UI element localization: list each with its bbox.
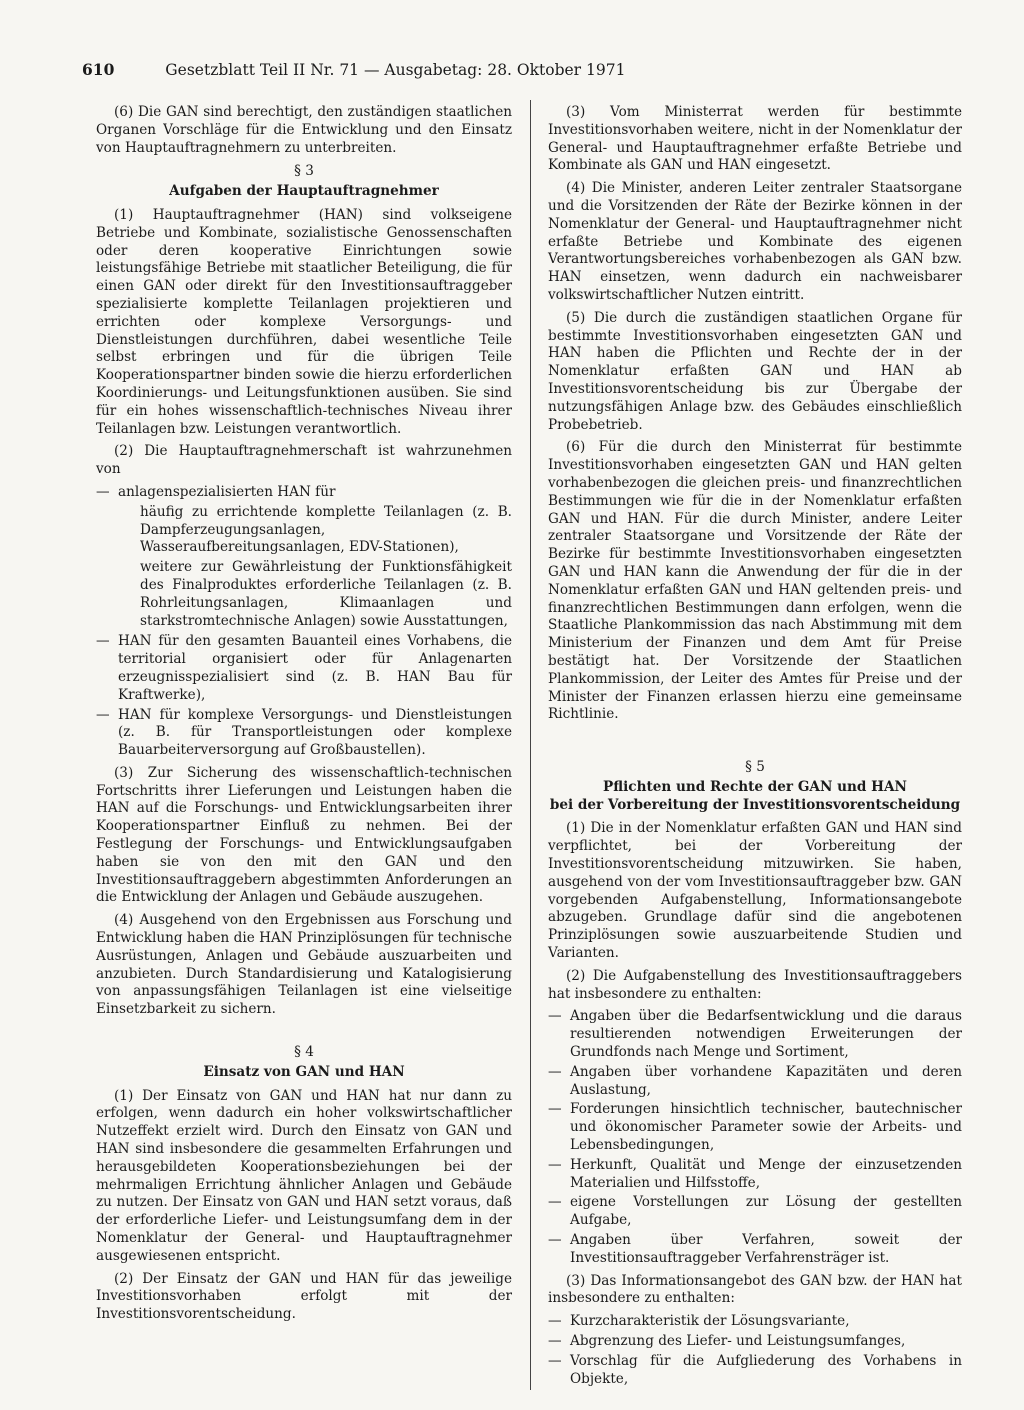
list-item-text: Abgrenzung des Liefer- und Leistungsumfanges, — [570, 1333, 906, 1349]
section-number: § 5 — [745, 759, 765, 776]
list-item — [548, 1313, 962, 1331]
paragraph: (4) Ausgehend von den Ergebnissen aus Forschung und Entwicklung haben die HAN Prinziplösungen für technische Ausrüstungen, Anlagen und Gebäude auszuarbeiten und anzubieten. Durch Standardisierung und Katalogisierung von anpassungsfähigen Teilanlagen ist eine vielseitige Einsetzbarkeit zu sichern. — [96, 912, 512, 1018]
list-item — [548, 1353, 962, 1389]
dash-marker: — — [96, 706, 110, 723]
dash-marker: — — [548, 1313, 562, 1330]
list-item-text: Angaben über vorhandene Kapazitäten und deren Auslastung, — [570, 1063, 962, 1098]
list-item-text: Angaben über die Bedarfsentwicklung und die daraus resultierenden notwendigen Erweiterungen der Grundfonds nach Menge und Sortiment, — [570, 1008, 962, 1061]
sub-list-item: weitere zur Gewährleistung der Funktionsfähigkeit des Finalproduktes erforderliche Teilanlagen (z. B. Rohrleitungsanlagen, Klimaanlagen und starkstromtechnische Anlagen) sowie Ausstattungen, — [140, 559, 512, 629]
list — [96, 484, 512, 760]
sub-list-item: häufig zu errichtende komplette Teilanlagen (z. B. Dampferzeugungsanlagen, Wasseraufbereitungsanlagen, EDV-Stationen), — [140, 503, 512, 556]
list-item-text: Vorschlag für die Aufgliederung des Vorhabens in Objekte, — [570, 1352, 962, 1387]
spacer — [548, 729, 962, 753]
list-item — [96, 633, 512, 704]
list-item-text: anlagenspezialisierten HAN für — [118, 483, 336, 500]
dash-marker: — — [548, 1194, 562, 1211]
spacer — [96, 1024, 512, 1038]
list-item-text: HAN für komplexe Versorgungs- und Dienstleistungen (z. B. für Transportleistungen oder komplexe Bauarbeiterversorgung auf Großbaustellen). — [118, 706, 512, 759]
list-item-text: Forderungen hinsichtlich technischer, bautechnischer und ökonomischer Parameter sowie der Arbeits- und Lebensbedingungen, — [570, 1101, 962, 1154]
dash-marker: — — [548, 1063, 562, 1080]
dash-marker: — — [96, 483, 110, 500]
dash-marker: — — [548, 1333, 562, 1349]
dash-marker: — — [548, 1232, 562, 1249]
paragraph: (3) Das Informationsangebot des GAN bzw. der HAN hat insbesondere zu enthalten: — [548, 1272, 962, 1307]
list-item-text: eigene Vorstellungen zur Lösung der gestellten Aufgabe, — [570, 1194, 962, 1229]
list-item — [96, 484, 512, 630]
list-item — [548, 1194, 962, 1230]
paragraph: (6) Die GAN sind berechtigt, den zuständigen staatlichen Organen Vorschläge für die Entwicklung und den Einsatz von Hauptauftragnehmern zu unterbreiten. — [96, 104, 512, 156]
list-item — [548, 1064, 962, 1100]
paragraph: (1) Die in der Nomenklatur erfaßten GAN und HAN sind verpflichtet, bei der Vorbereitung der Investitionsvorentscheidung mitzuwirken. Sie haben, ausgehend von der vom Investitionsauftraggeber bzw. GAN vorgebenden Aufgabenstellung, Informationsangebote abzugeben. Grundlage dafür sind die angebotenen Prinziplösungen sowie auszuarbeitende Studien und Varianten. — [548, 820, 962, 962]
list-item — [548, 1232, 962, 1268]
list-item — [548, 1157, 962, 1193]
list-item — [548, 1101, 962, 1154]
sub-list — [118, 504, 512, 631]
list — [548, 1008, 962, 1267]
paragraph: (3) Vom Ministerrat werden für bestimmte Investitionsvorhaben weitere, nicht in der Nomenklatur der General- und Hauptauftragnehmer erfaßte Betriebe und Kombinate als GAN und HAN eingesetzt. — [548, 104, 962, 174]
list-item-text: HAN für den gesamten Bauanteil eines Vorhabens, die territorial organisiert oder für Anlagenarten erzeugnisspezialisiert sind (z. B. HAN Bau für Kraftwerke), — [118, 633, 512, 703]
dash-marker: — — [548, 1008, 562, 1025]
section-title-line: Pflichten und Rechte der GAN und HAN — [603, 778, 907, 795]
dash-marker: — — [96, 633, 110, 650]
paragraph: (2) Der Einsatz der GAN und HAN für das jeweilige Investitionsvorhaben erfolgt mit der Investitionsvorentscheidung. — [96, 1270, 512, 1323]
list-item — [96, 707, 512, 760]
paragraph: (1) Hauptauftragnehmer (HAN) sind volkseigene Betriebe und Kombinate, sozialistische Genossenschaften oder deren kooperative Einrichtungen sowie leistungsfähige Betriebe mit staatlicher Beteiligung, die für einen GAN oder direkt für den Investitionsauftraggeber spezialisierte komplette Teilanlagen projektieren und errichten oder komplexe Versorgungs- und Dienstleistungen durchführen, dabei wesentliche Teile selbst erbringen und für die übrigen Teile Kooperationspartner binden sowie die hierzu erforderlichen Koordinierungs- und Leitungsfunktionen ausüben. Sie sind für ein hohes wissenschaftlich-technisches Niveau ihrer Teilanlagen bzw. Leistungen verantwortlich. — [96, 206, 512, 437]
list-item-text: Herkunft, Qualität und Menge der einzusetzenden Materialien und Hilfsstoffe, — [570, 1156, 962, 1191]
page-number: 610 — [82, 60, 115, 79]
paragraph: (1) Der Einsatz von GAN und HAN hat nur dann zu erfolgen, wenn dadurch ein hoher volkswirtschaftlicher Nutzeffekt erzielt wird. Durch den Einsatz von GAN und HAN sind insbesondere die gesammelten Erfahrungen und herausgebildeten Kooperationsbeziehungen bei der mehrmaligen Errichtung ähnlicher Anlagen und Gebäude zu nutzen. Der Einsatz von GAN und HAN setzt voraus, daß der erforderliche Liefer- und Leistungsumfang dem in der Nomenklatur der General- und Hauptauftragnehmer ausgewiesenen entspricht. — [96, 1087, 512, 1264]
section-title-line: bei der Vorbereitung der Investitionsvorentscheidung — [549, 796, 961, 813]
paragraph: (4) Die Minister, anderen Leiter zentraler Staatsorgane und die Vorsitzenden der Räte der Bezirke können in der Nomenklatur der General- und Hauptauftragnehmer nicht erfaßte Betriebe und Kombinate des eigenen Verantwortungsbereiches vorhabenbezogen als GAN bzw. HAN einsetzen, wenn dadurch ein nachweisbarer volkswirtschaftlicher Nutzen eintritt. — [548, 180, 962, 303]
section-number: § 4 — [294, 1044, 314, 1061]
list-item — [548, 1008, 962, 1061]
paragraph: (2) Die Aufgabenstellung des Investitionsauftraggebers hat insbesondere zu enthalten: — [548, 967, 962, 1002]
list-item — [548, 1333, 962, 1351]
dash-marker: — — [548, 1101, 562, 1118]
list — [548, 1313, 962, 1388]
paragraph: (3) Zur Sicherung des wissenschaftlich-technischen Fortschritts ihrer Lieferungen und Leistungen haben die HAN auf die Forschungs- und Entwicklungsarbeiten ihrer Kooperationspartner Einfluß zu nehmen. Bei der Festlegung der Forschungs- und Entwicklungsaufgaben haben sie von den mit den GAN und den Investitionsauftraggebern abgestimmten Anforderungen an die Entwicklung der Anlagen und Gebäude auszugehen. — [96, 764, 512, 906]
section-number: § 3 — [294, 163, 314, 180]
section-title: Aufgaben der Hauptauftragnehmer — [169, 183, 439, 200]
gazette-title: Gesetzblatt Teil II Nr. 71 — Ausgabetag: 28. Oktober 1971 — [165, 61, 626, 79]
section-title — [548, 779, 962, 797]
left-column — [96, 104, 512, 1329]
dash-marker: — — [548, 1352, 562, 1369]
paragraph: (2) Die Hauptauftragnehmerschaft ist wahrzunehmen von — [96, 443, 512, 478]
page-header — [82, 60, 962, 79]
dash-marker: — — [548, 1156, 562, 1173]
paragraph: (6) Für die durch den Ministerrat für bestimmte Investitionsvorhaben eingesetzten GAN und HAN gelten vorhabenbezogen die gleichen preis- und finanzrechtlichen Bestimmungen wie für die in der Nomenklatur erfaßten GAN und HAN. Für die durch Minister, andere Leiter zentraler Staatsorgane und Vorsitzende der Räte der Bezirke für bestimmte Investitionsvorhaben eingesetzten GAN und HAN kann die Anwendung der für die in der Nomenklatur erfaßten GAN und HAN geltenden preis- und finanzrechtlichen Bestimmungen dann erfolgen, wenn die Staatliche Plankommission das nach Abstimmung mit dem Ministerium der Finanzen und dem Amt für Preise bestätigt hat. Der Vorsitzende der Staatlichen Plankommission, der Leiter des Amtes für Preise und der Minister der Finanzen erlassen hierzu eine gemeinsame Richtlinie. — [548, 439, 962, 723]
section-title: Einsatz von GAN und HAN — [203, 1063, 405, 1080]
list-item-text: Kurzcharakteristik der Lösungsvariante, — [570, 1313, 850, 1330]
paragraph: (5) Die durch die zuständigen staatlichen Organe für bestimmte Investitionsvorhaben eingesetzten GAN und HAN haben die Pflichten und Rechte der in der Nomenklatur erfaßten GAN und HAN ab Investitionsvorentscheidung bis zur Übergabe der nutzungsfähigen Anlage bzw. des Gebäudes einschließlich Probebetrieb. — [548, 309, 962, 433]
column-divider — [530, 100, 531, 1390]
list-item-text: Angaben über Verfahren, soweit der Investitionsauftraggeber Verfahrensträger ist. — [570, 1232, 962, 1266]
right-column — [548, 104, 962, 1393]
section-title — [548, 797, 962, 815]
